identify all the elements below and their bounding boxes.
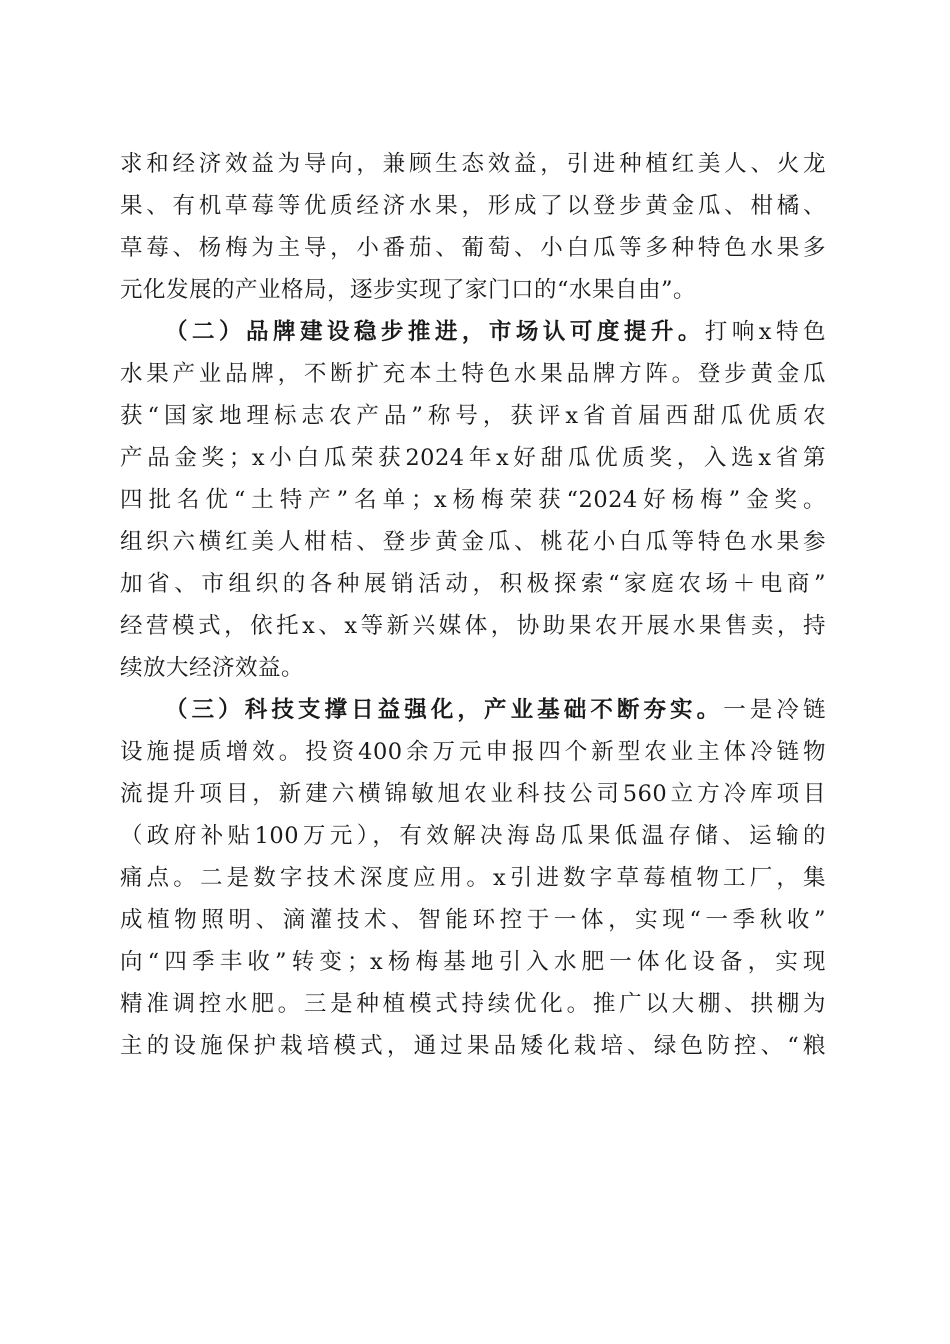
text-line: 精准调控水肥。三是种植模式持续优化。推广以大棚、拱棚为	[120, 991, 826, 1017]
text-line: 续放大经济效益。	[120, 655, 305, 681]
text-line: 元化发展的产业格局，逐步实现了家门口的“水果自由”。	[120, 277, 697, 303]
section-heading: （二）品牌建设稳步推进，市场认可度提升。	[165, 319, 705, 345]
text-line: 果、有机草莓等优质经济水果，形成了以登步黄金瓜、柑橘、	[120, 193, 826, 219]
text-line: 水果产业品牌，不断扩充本土特色水果品牌方阵。登步黄金瓜	[120, 361, 826, 387]
paragraph-1	[120, 143, 826, 311]
text-line: 向“四季丰收”转变；x杨梅基地引入水肥一体化设备，实现	[120, 949, 826, 975]
text-line: 获“国家地理标志农产品”称号，获评x省首届西甜瓜优质农	[120, 403, 826, 429]
section-heading: （三）科技支撑日益强化，产业基础不断夯实。	[165, 697, 724, 723]
text-line: 流提升项目，新建六横锦敏旭农业科技公司560立方冷库项目	[120, 781, 826, 807]
text-line: 经营模式，依托x、x等新兴媒体，协助果农开展水果售卖，持	[120, 613, 826, 639]
text-line: 组织六横红美人柑桔、登步黄金瓜、桃花小白瓜等特色水果参	[120, 529, 826, 555]
text-span: 一是冷链	[723, 697, 826, 723]
text-line: （政府补贴100万元），有效解决海岛瓜果低温存储、运输的	[120, 823, 826, 849]
paragraph-2	[120, 311, 826, 689]
paragraph-first-line	[120, 311, 826, 353]
text-line: 求和经济效益为导向，兼顾生态效益，引进种植红美人、火龙	[120, 151, 826, 177]
text-line: 痛点。二是数字技术深度应用。x引进数字草莓植物工厂，集	[120, 865, 826, 891]
document-body	[120, 143, 826, 1067]
text-line: 四批名优“土特产”名单；x杨梅荣获“2024好杨梅”金奖。	[120, 487, 826, 513]
paragraph-first-line	[120, 689, 826, 731]
text-line: 主的设施保护栽培模式，通过果品矮化栽培、绿色防控、“粮	[120, 1033, 826, 1059]
text-line: 成植物照明、滴灌技术、智能环控于一体，实现“一季秋收”	[120, 907, 826, 933]
text-span: 打响x特色	[704, 319, 826, 345]
text-line: 产品金奖；x小白瓜荣获2024年x好甜瓜优质奖，入选x省第	[120, 445, 826, 471]
text-line: 加省、市组织的各种展销活动，积极探索“家庭农场＋电商”	[120, 571, 826, 597]
text-line: 草莓、杨梅为主导，小番茄、葡萄、小白瓜等多种特色水果多	[120, 235, 826, 261]
text-line: 设施提质增效。投资400余万元申报四个新型农业主体冷链物	[120, 739, 826, 765]
paragraph-3	[120, 689, 826, 1067]
